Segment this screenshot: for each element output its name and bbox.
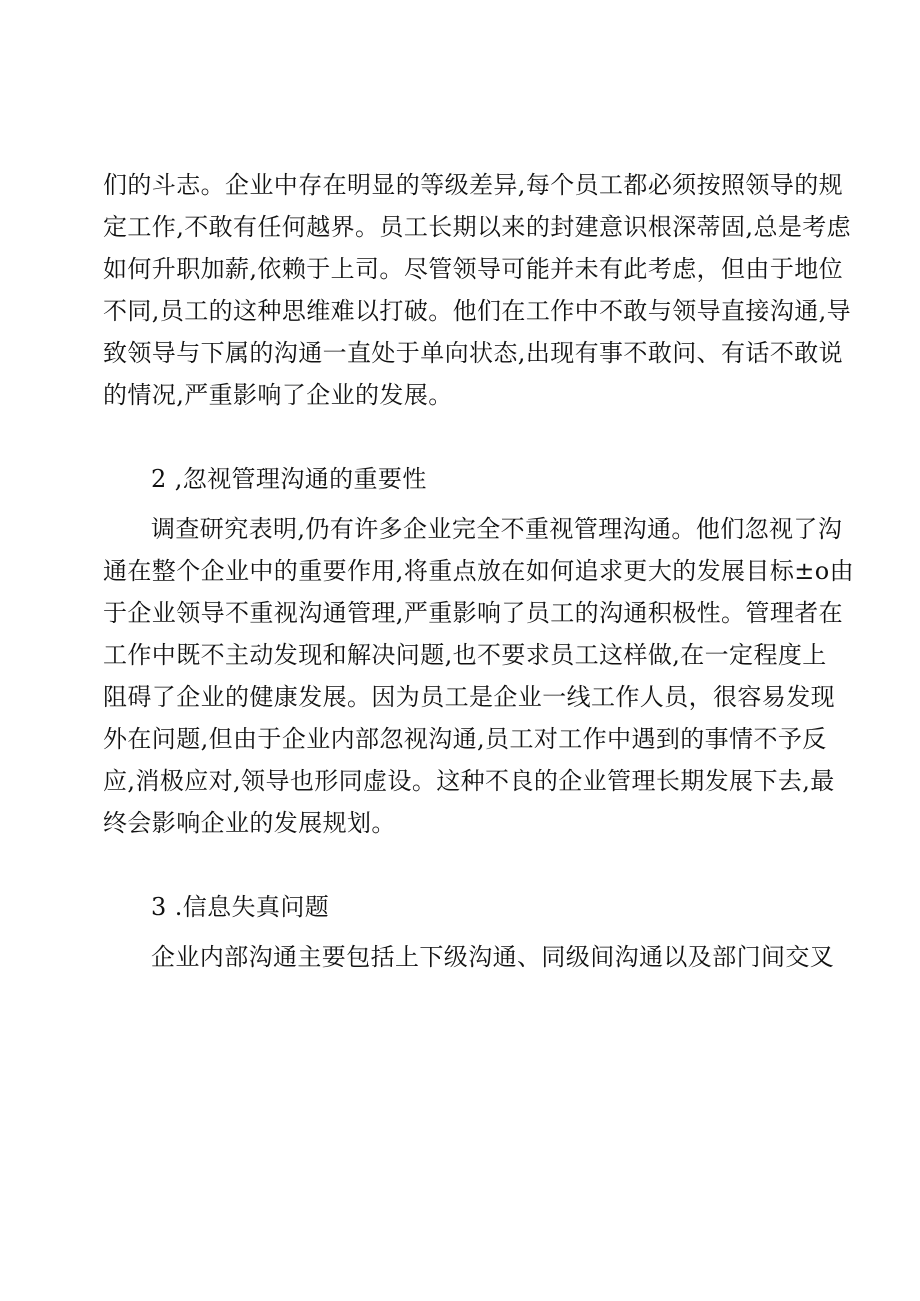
document-body (103, 164, 854, 978)
paragraph-line: 调查研究表明,仍有许多企业完全不重视管理沟通。他们忽视了沟 (151, 515, 843, 543)
paragraph-line: 通在整个企业中的重要作用,将重点放在如何追求更大的发展目标±o由 (103, 557, 854, 585)
paragraph-line: 工作中既不主动发现和解决问题,也不要求员工这样做,在一定程度上 (103, 641, 827, 669)
section-heading-3: 3 .信息失真问题 (151, 893, 330, 921)
paragraph-line: 们的斗志。企业中存在明显的等级差异,每个员工都必须按照领导的规 (103, 171, 844, 199)
paragraph-line: 外在问题,但由于企业内部忽视沟通,员工对工作中遇到的事情不予反 (103, 725, 827, 753)
paragraph-line: 如何升职加薪,依赖于上司。尽管领导可能并未有此考虑，但由于地位 (103, 255, 844, 283)
paragraph-2 (103, 508, 854, 844)
paragraph-line: 终会影响企业的发展规划。 (103, 809, 396, 837)
paragraph-line: 定工作,不敢有任何越界。员工长期以来的封建意识根深蒂固,总是考虑 (103, 213, 852, 241)
section-heading-2: 2 ,忽视管理沟通的重要性 (151, 465, 427, 493)
paragraph-3 (103, 936, 835, 978)
paragraph-line: 应,消极应对,领导也形同虚设。这种不良的企业管理长期发展下去,最 (103, 767, 835, 795)
paragraph-line: 的情况,严重影响了企业的发展。 (103, 381, 453, 409)
paragraph-line: 不同,员工的这种思维难以打破。他们在工作中不敢与领导直接沟通,导 (103, 297, 852, 325)
paragraph-line: 阻碍了企业的健康发展。因为员工是企业一线工作人员，很容易发现 (103, 683, 835, 711)
paragraph-line: 致领导与下属的沟通一直处于单向状态,出现有事不敢问、有话不敢说 (103, 339, 844, 367)
paragraph-line: 企业内部沟通主要包括上下级沟通、同级间沟通以及部门间交叉 (151, 943, 835, 971)
paragraph-1 (103, 164, 852, 416)
paragraph-line: 于企业领导不重视沟通管理,严重影响了员工的沟通积极性。管理者在 (103, 599, 844, 627)
